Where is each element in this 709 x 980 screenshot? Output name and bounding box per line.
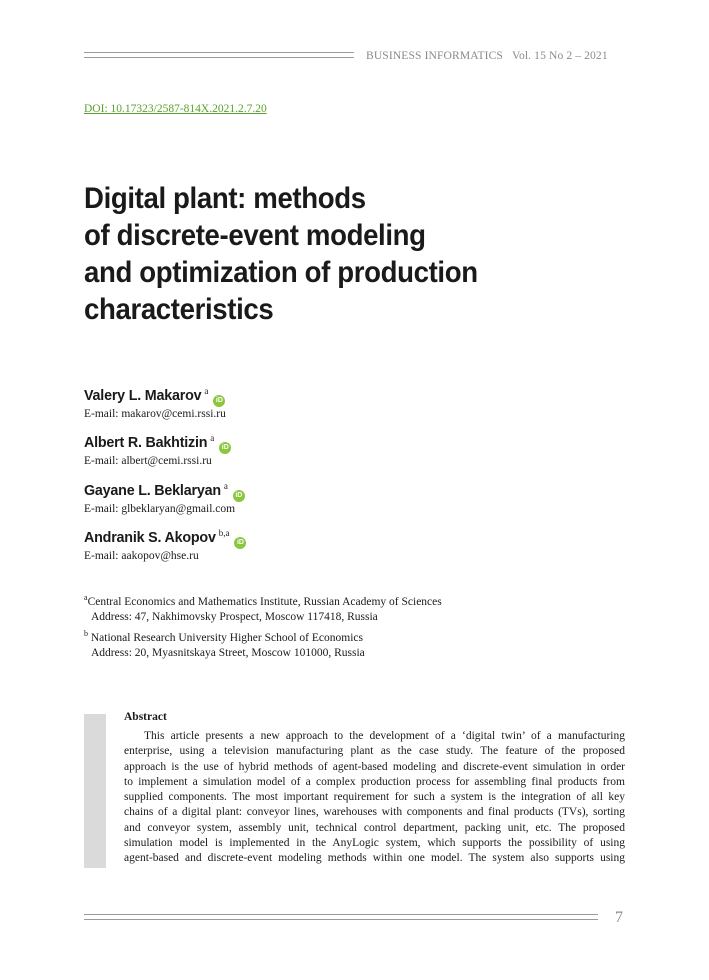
affiliation-mark: b <box>84 629 88 638</box>
header-rule <box>84 52 354 58</box>
author-name: Gayane L. Beklaryan <box>84 483 221 499</box>
orcid-icon[interactable]: iD <box>219 442 231 454</box>
author-name: Andranik S. Akopov <box>84 530 216 546</box>
journal-name: BUSINESS INFORMATICS <box>366 49 503 62</box>
footer-rule <box>84 914 598 920</box>
author-name-row <box>84 433 231 454</box>
author-affiliation-mark: b,a <box>218 528 230 538</box>
abstract-line: and conveyor system, assembly unit, technical control department, packing unit, etc. The proposed <box>124 821 625 834</box>
journal-volume: Vol. 15 No 2 – 2021 <box>511 49 608 62</box>
abstract-heading: Abstract <box>124 711 167 723</box>
abstract-line: supplied components. The most important requirement for such a system is the integration of all key <box>124 791 625 804</box>
abstract-sidebar-bar <box>84 714 106 868</box>
abstract-text <box>124 729 625 867</box>
author-block <box>84 481 245 515</box>
title-line: characteristics <box>84 293 274 326</box>
title-line: Digital plant: methods <box>84 182 366 215</box>
orcid-icon[interactable]: iD <box>233 490 245 502</box>
page-number: 7 <box>615 909 623 926</box>
affiliation <box>84 626 365 661</box>
abstract-line: enterprise, using a television manufacturing plant as the case study. The feature of the proposed <box>124 745 625 758</box>
journal-header <box>366 49 624 62</box>
abstract-line: chains of a digital plant: conveyor lines, warehouses with components and final products (TVs), sorting <box>124 806 625 819</box>
abstract-line: agent-based and discrete-event modeling methods within one model. The system also supports using <box>124 852 625 865</box>
author-name-row <box>84 481 245 502</box>
affiliation-address: Address: 47, Nakhimovsky Prospect, Moscow 117418, Russia <box>91 611 378 623</box>
affiliation-address: Address: 20, Myasnitskaya Street, Moscow 101000, Russia <box>91 647 365 659</box>
abstract-line: simulation model is implemented in the AnyLogic system, which supports the possibility of using <box>124 837 625 850</box>
author-affiliation-mark: a <box>210 433 215 443</box>
affiliation-org: Central Economics and Mathematics Institute, Russian Academy of Sciences <box>87 596 442 608</box>
article-title <box>84 180 599 328</box>
affiliation-org: National Research University Higher School of Economics <box>88 632 363 644</box>
abstract-line: approach is the use of hybrid methods of agent-based modeling and discrete-event simulation in order <box>124 760 625 773</box>
author-name-row <box>84 386 226 407</box>
orcid-icon[interactable]: iD <box>234 537 246 549</box>
author-block <box>84 433 231 467</box>
affiliation <box>84 590 442 625</box>
affiliation-mark: a <box>84 593 88 602</box>
author-email[interactable]: E-mail: makarov@cemi.rssi.ru <box>84 408 226 420</box>
doi-link[interactable]: DOI: 10.17323/2587-814X.2021.2.7.20 <box>84 103 267 115</box>
author-name: Valery L. Makarov <box>84 388 202 404</box>
author-affiliation-mark: a <box>204 386 209 396</box>
author-affiliation-mark: a <box>223 481 228 491</box>
title-line: of discrete-event modeling <box>84 219 426 252</box>
author-email[interactable]: E-mail: aakopov@hse.ru <box>84 550 199 562</box>
abstract-line: This article presents a new approach to the development of a ‘digital twin’ of a manufacturing <box>144 730 625 742</box>
author-name-row <box>84 528 246 549</box>
author-name: Albert R. Bakhtizin <box>84 435 208 451</box>
orcid-icon[interactable]: iD <box>213 395 225 407</box>
title-line: and optimization of production <box>84 256 478 289</box>
author-email[interactable]: E-mail: glbeklaryan@gmail.com <box>84 503 236 515</box>
author-block <box>84 528 246 562</box>
author-block <box>84 386 226 420</box>
author-email[interactable]: E-mail: albert@cemi.rssi.ru <box>84 455 212 467</box>
abstract-line: to implement a simulation model of a complex production process for assembling final products from <box>124 775 625 788</box>
